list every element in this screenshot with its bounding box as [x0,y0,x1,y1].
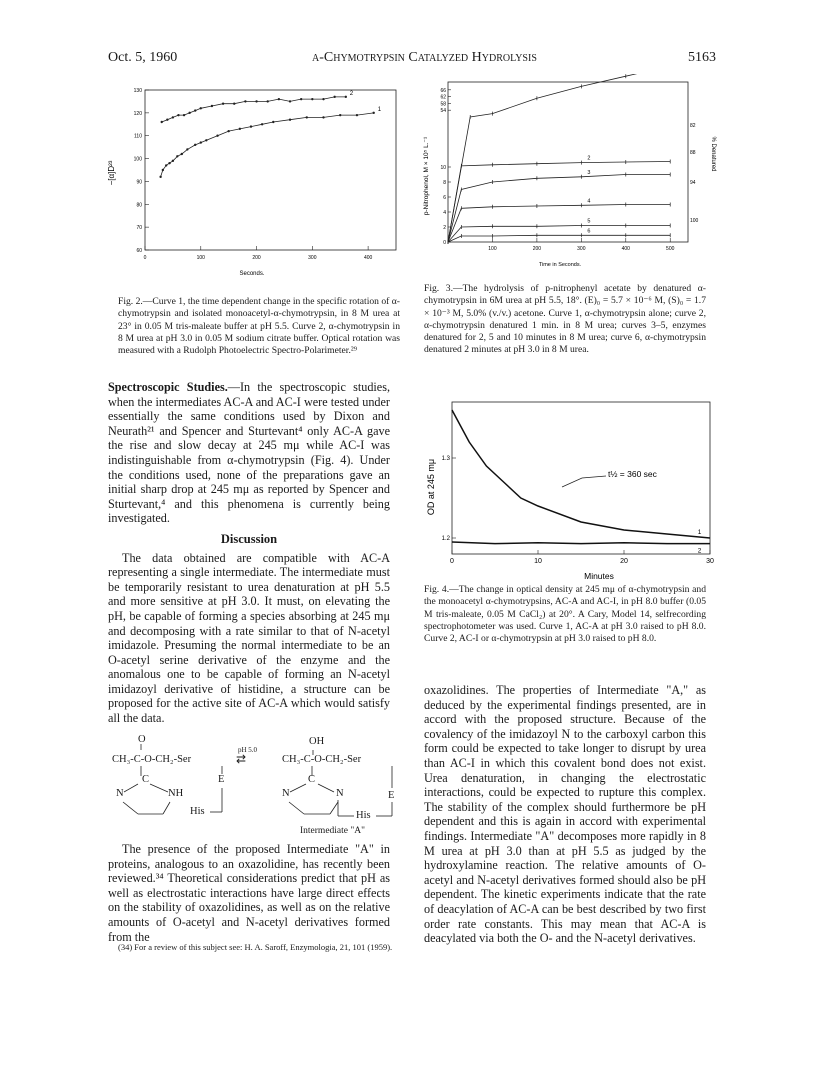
fig2-ytick-label: 120 [133,110,142,117]
fig4-ylabel: OD at 245 mμ [426,458,436,516]
fig2-ytick-label: 90 [136,179,142,186]
fig4-xtick-label: 10 [534,558,542,565]
fig3-series-line [448,226,670,243]
fig2-frame [145,90,396,250]
fig3-ytick-label: 10 [440,165,446,171]
left-bottom-paragraph [108,842,390,944]
left-bottom-text: The presence of the proposed Intermediate "A" in proteins, analogous to an oxazolidine, has recently been reviewed.³⁴ Theoretical considerations predict that pH as well as electrostatic interactions have large direct effects on the stability of oxazolidines, as well as on the relative amounts of O-acetyl and N-acetyl derivatives formed from the [108,842,390,944]
right-text: oxazolidines. The properties of Intermediate "A," as deduced by the experimental findings presented, are in accord with the proposed structure. Because of the covalency of the imidazoyl N to the carboxyl carbon this form could be expected to take longer to disrupt by urea than AC-I in which this covalent bond does not exist. Urea denaturation, in changing the electrostatic interactions, could be expected to rupture this complex. The stability of the complex should furthermore be pH dependent and this is again in accord with experimental findings. Intermediate "A" decomposes more rapidly in 8 M urea at pH 3.0 than at pH 5.5 as judged by the hydroxylamine reaction. The relative amounts of O-acetyl and N-acetyl derivatives formed should also be pH dependent. The kinetic experiments indicate that the rate of deacylation of AC-A can be best described by two first order rate constants. This may mean that AC-A is deacylated via both the O- and the N-acetyl derivatives. [424,683,706,946]
fig3-right-tick: 100 [690,218,699,224]
fig4-xtick-label: 0 [450,558,454,565]
scheme-ph: pH 5.0 [238,746,258,754]
fig3-series-line [448,235,670,242]
right-column-text [424,683,706,946]
fig2-xlabel: Seconds. [239,271,265,277]
fig2-ytick-label: 100 [133,156,142,163]
fig2-xtick-label: 200 [252,255,261,261]
fig4-series-line [452,410,710,538]
fig3-series-label [632,74,635,75]
scheme-o: O [138,734,146,745]
fig4-xlabel: Minutes [584,571,614,580]
fig3-right-tick: 94 [690,180,696,186]
fig3-ytick-label: 4 [443,210,446,216]
spectro-text: —In the spectroscopic studies, when the intermediates AC-A and AC-I were tested under essentially the same conditions used by Dixon and Neurath²¹ and Spencer and Sturtevant⁴ only AC-A gave the rise and slow decay at 245 mμ while AC-I was indistinguishable from α-chymotrypsin (Fig. 4). Under the conditions used, none of the preparations gave an initial sharp drop at 245 mμ as reported by Spencer and Sturtevant,⁴ and this phenomena is currently being investigated. [108,380,391,526]
fig3-right-tick: 88 [690,150,696,156]
spectroscopic-section [108,380,390,726]
fig4-ytick-label: 1.3 [441,456,450,462]
scheme-c-left: C [142,774,150,785]
fig3-series-label: 4 [587,198,591,205]
fig3-xtick-label: 500 [666,246,675,252]
fig3-ytick-label: 6 [443,195,446,201]
fig3-right-tick: 82 [690,123,696,129]
fig3-xlabel: Time in Seconds. [538,262,582,268]
fig4-xtick-label: 30 [706,558,714,565]
fig2-ytick-label: 60 [136,248,142,254]
discussion-heading: Discussion [220,531,278,546]
fig3-series-label: 5 [587,218,591,225]
fig3-series-label: 2 [587,155,591,162]
fig2-xtick-label: 100 [196,255,205,261]
fig2-series-line [161,113,374,177]
fig2-xtick-label: 300 [308,255,317,261]
fig4-frame [452,402,710,554]
scheme-e-left: E [218,774,225,785]
scheme-oh: OH [309,736,325,747]
scheme-his-left: His [190,806,205,817]
fig2-chart [100,78,400,278]
fig2-ytick-label: 130 [133,88,142,94]
fig3-series-line [448,162,670,243]
fig3-ylabel: p-Nitrophenol, M × 10⁵ L.⁻¹ [423,136,430,216]
scheme-right-chain: CH₃-C-O-CH₂-Ser [282,754,362,765]
discussion-text: The data obtained are compatible with AC-A representing a single intermediate. The intermediate must be temporarily resistant to urea denaturation at pH 5.5 and more sensitive at pH 3.0. It must, on elevating the pH, be capable of forming a species absorbing at 245 mμ and decomposing with a rate similar to that of N-acetyl imidazole. Presuming the normal intermediate to be an O-acetyl serine derivative of the enzyme and the anomalous one to be capable of forming an N-acetyl imidazoyl derivative of histidine, a structure can be proposed for the active site of AC-A which would satisfy all the data. [108,550,390,726]
fig2-ytick-label: 70 [136,225,142,232]
scheme-left-chain: CH₃-C-O-CH₂-Ser [112,754,192,765]
fig2-ytick-label: 80 [136,202,142,209]
fig2-xtick-label: 400 [363,255,373,261]
fig4-series-label: 1 [697,529,702,536]
scheme-e-right: E [388,790,395,801]
fig3-series-label: 3 [587,169,591,176]
scheme-his-right: His [356,810,371,821]
fig4-chart [412,392,732,580]
fig3-xtick-label: 300 [577,246,586,252]
scheme-c-right: C [308,774,316,785]
fig4-ytick-label: 1.2 [441,536,450,542]
fig3-right-label: % Denatured [710,136,716,172]
fig4-series-label: 2 [697,547,702,555]
fig3-series-line [448,74,684,242]
fig3-series-label: 6 [587,228,591,235]
fig3-ytick-label: 54 [440,108,446,115]
fig3-caption: Fig. 3.—The hydrolysis of p-nitrophenyl acetate by denatured α-chymotrypsin in 6M urea at pH 5.5, 18°. (E)₀ = 5.7 × 10⁻⁶ M, (S)₀ = 1.7 × 10⁻³ M, 5.0% (v./v.) acetone. Curve 1, α-chymotrypsin alone; curve 2, α-chymotrypsin denatured 1 min. in 8 M urea; curves 3–5, enzymes denatured for 2, 5 and 10 minutes in 8 M urea; curve 6, α-chymotrypsin denatured 2 minutes at pH 3.0 in 8 M urea. [424,283,706,356]
fig4-caption: Fig. 4.—The change in optical density at 245 mμ of α-chymotrypsin and the monoacetyl α-chymotrypsins, AC-A and AC-I, in pH 8.0 buffer (0.05 M tris-maleate, 0.05 M CaCl₂) at 20°. A Cary, Model 14, selfrecording spectrophotometer was used. Curve 1, AC-A at pH 3.0 raised to pH 8.0. Curve 2, AC-I or α-chymotrypsin at pH 3.0 raised to pH 8.0. [424,584,706,645]
running-date: Oct. 5, 1960 [108,50,178,65]
fig3-ytick-label: 66 [440,87,446,94]
spectro-heading: Spectroscopic Studies. [108,380,228,394]
fig3-ytick-label: 58 [440,101,446,108]
fig3-series-line [448,175,670,243]
fig2-series-label: 1 [377,106,382,113]
fig2-series-label: 2 [349,90,354,97]
scheme-n-right2: N [336,788,344,799]
fig3-xtick-label: 400 [621,246,630,252]
fig2-caption: Fig. 2.—Curve 1, the time dependent change in the specific rotation of α-chymotrypsin and isolated monoacetyl-α-chymotrypsin, in 8 M urea at 23° in 0.05 M tris-maleate buffer at pH 5.5. Curve 2, α-chymotrypsin in 8 M urea at pH 3.0 in 0.05 M sodium citrate buffer. Optical rotation was measured with a Rudolph Photoelectric Spectro-Polarimeter.²⁹ [118,296,400,357]
footnote-34: (34) For a review of this subject see: H. A. Saroff, Enzymologia, 21, 101 (1959). [118,942,393,952]
fig2-series-line [162,97,346,122]
fig3-ytick-label: 0 [443,240,446,246]
fig2-ylabel: −[α]D²³ [107,160,116,186]
fig4-series-line [452,542,710,544]
fig3-ytick-label: 8 [443,180,446,186]
fig4-xtick-label: 20 [620,558,628,565]
fig4-annotation: t½ = 360 sec [608,469,657,479]
fig3-xtick-label: 100 [488,246,497,252]
intermediate-scheme: O ‖ CH₃-C-O-CH₂-Ser pH 5.0 ⇄ OH CH₃-C-O-CH₂-Ser C N NH E His C N N E His Intermediate "A" [112,734,395,836]
fig3-chart [412,74,732,269]
scheme-nh: NH [168,788,184,799]
scheme-n-left: N [116,788,124,799]
fig2-xtick-label: 0 [143,255,147,261]
fig3-ytick-label: 62 [440,94,446,101]
fig3-ytick-label: 2 [443,225,446,231]
fig3-xtick-label: 200 [532,246,542,252]
scheme-label: Intermediate "A" [300,826,365,836]
scheme-n-right: N [282,788,290,799]
page-number: 5163 [688,50,716,65]
fig4-annotation-arrow [562,476,606,487]
fig2-ytick-label: 110 [134,133,142,140]
running-title: α-Chymotrypsin Catalyzed Hydrolysis [312,50,537,65]
